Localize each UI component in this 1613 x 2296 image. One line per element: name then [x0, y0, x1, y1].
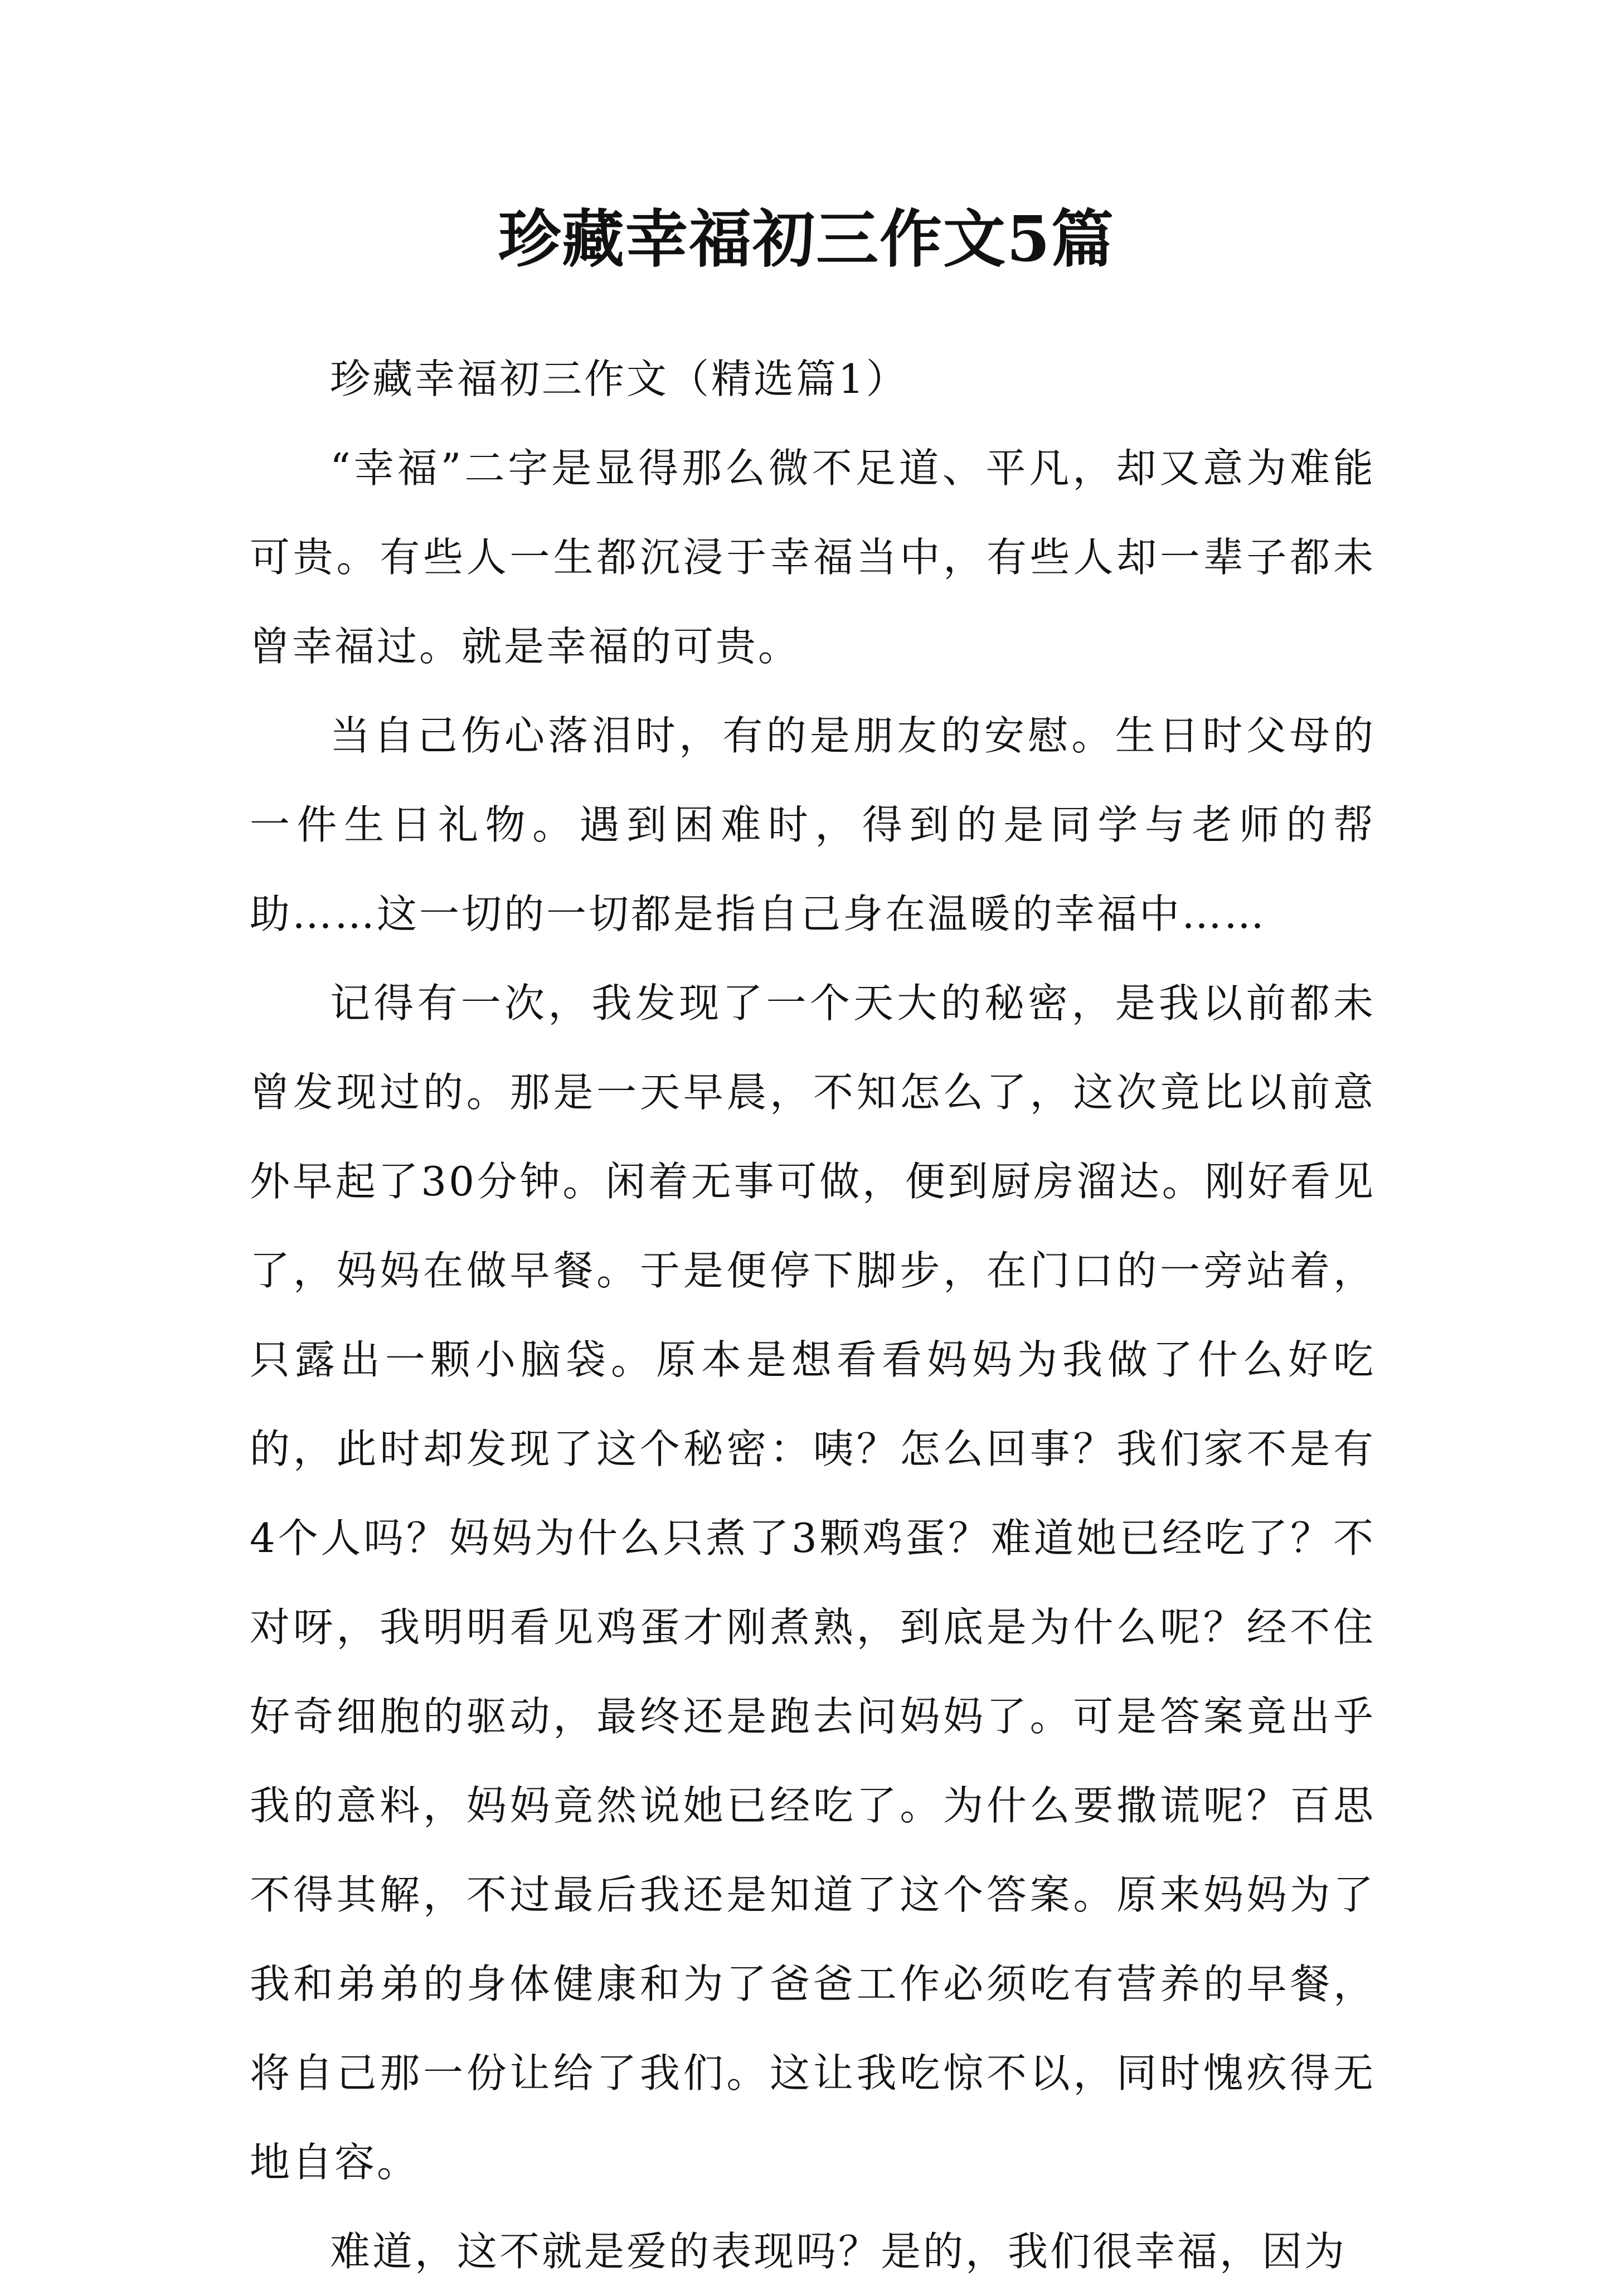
- paragraph: 难道，这不就是爱的表现吗？是的，我们很幸福，因为: [330, 2228, 1347, 2275]
- document-title: 珍藏幸福初三作文5篇: [498, 203, 1115, 276]
- document-body: [250, 334, 1376, 2296]
- paragraph: 当自己伤心落泪时，有的是朋友的安慰。生日时父母的一件生日礼物。遇到困难时，得到的是同学与老师的帮助……这一切的一切都是指自己身在温暖的幸福中……: [250, 712, 1376, 937]
- section-heading: 珍藏幸福初三作文（精选篇1）: [330, 356, 908, 402]
- paragraph: 记得有一次，我发现了一个天大的秘密，是我以前都未曾发现过的。那是一天早晨，不知怎么了，这次竟比以前意外早起了30分钟。闲着无事可做，便到厨房溜达。刚好看见了，妈妈在做早餐。于是便停下脚步，在门口的一旁站着，只露出一颗小脑袋。原本是想看看妈妈为我做了什么好吃的，此时却发现了这个秘密：咦？怎么回事？我们家不是有4个人吗？妈妈为什么只煮了3颗鸡蛋？难道她已经吃了？不对呀，我明明看见鸡蛋才刚煮熟，到底是为什么呢？经不住好奇细胞的驱动，最终还是跑去问妈妈了。可是答案竟出乎我的意料，妈妈竟然说她已经吃了。为什么要撒谎呢？百思不得其解，不过最后我还是知道了这个答案。原来妈妈为了我和弟弟的身体健康和为了爸爸工作必须吃有营养的早餐，将自己那一份让给了我们。这让我吃惊不以，同时愧疚得无地自容。: [250, 980, 1376, 2186]
- paragraph: “幸福”二字是显得那么微不足道、平凡，却又意为难能可贵。有些人一生都沉浸于幸福当中，有些人却一辈子都未曾幸福过。就是幸福的可贵。: [250, 445, 1376, 670]
